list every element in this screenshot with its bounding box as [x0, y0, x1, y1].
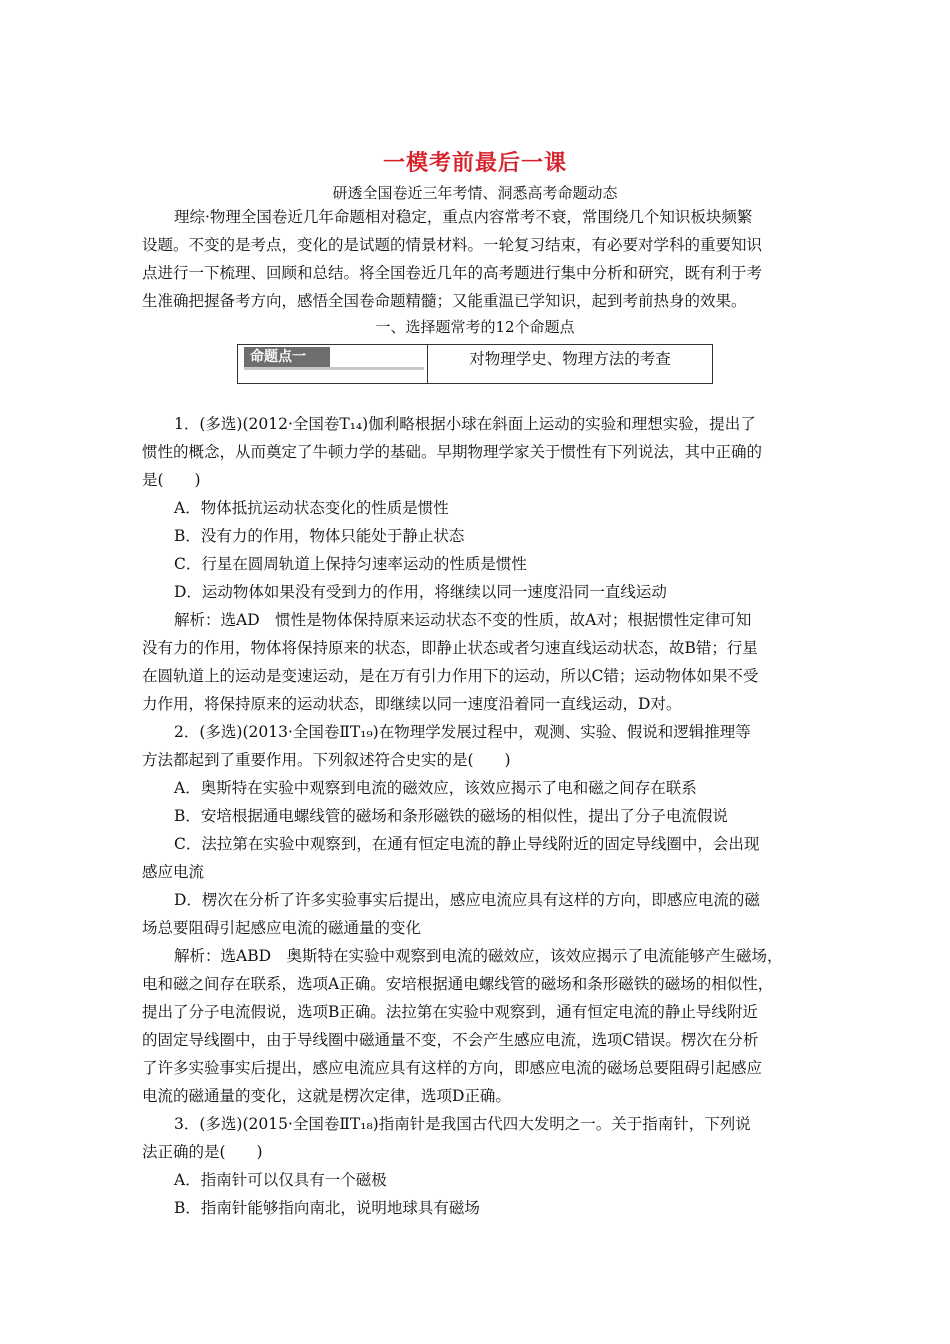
analysis-line: 的固定导线圈中，由于导线圈中磁通量不变，不会产生感应电流，选项C错误。楞次在分析	[142, 1031, 759, 1049]
intro-line: 设题。不变的是考点，变化的是试题的情景材料。一轮复习结束，有必要对学科的重要知识	[142, 236, 763, 254]
option-b: B．指南针能够指向南北，说明地球具有磁场	[174, 1199, 480, 1217]
option-c-continued: 感应电流	[142, 863, 205, 881]
option-d-continued: 场总要阻碍引起感应电流的磁通量的变化	[142, 919, 422, 937]
question-stem-line: 1．(多选)(2012·全国卷T₁₄)伽利略根据小球在斜面上运动的实验和理想实验，提出了	[174, 415, 756, 433]
question-stem-line: 3．(多选)(2015·全国卷ⅡT₁₈)指南针是我国古代四大发明之一。关于指南针，下列说	[174, 1115, 751, 1133]
option-a: A．奥斯特在实验中观察到电流的磁效应，该效应揭示了电和磁之间存在联系	[174, 779, 697, 797]
analysis-line: 电和磁之间存在联系，选项A正确。安培根据通电螺线管的磁场和条形磁铁的磁场的相似性，	[142, 975, 774, 993]
analysis-line: 解析：选AD 惯性是物体保持原来运动状态不变的性质，故A对；根据惯性定律可知	[174, 611, 752, 629]
analysis-line: 没有力的作用，物体将保持原来的状态，即静止状态或者匀速直线运动状态，故B错；行星	[142, 639, 758, 657]
question-stem-line: 惯性的概念，从而奠定了牛顿力学的基础。早期物理学家关于惯性有下列说法，其中正确的	[142, 443, 763, 461]
section-heading: 一、选择题常考的12个命题点	[375, 318, 575, 336]
option-c: C．法拉第在实验中观察到，在通有恒定电流的静止导线附近的固定导线圈中，会出现	[174, 835, 760, 853]
analysis-line: 解析：选ABD 奥斯特在实验中观察到电流的磁效应，该效应揭示了电流能够产生磁场，	[174, 947, 783, 965]
intro-paragraph	[142, 203, 810, 315]
analysis-line: 力作用，将保持原来的运动状态，即继续以同一速度沿着同一直线运动，D对。	[142, 695, 682, 713]
analysis-line: 了许多实验事实后提出，感应电流应具有这样的方向，即感应电流的磁场总要阻碍引起感应	[142, 1059, 763, 1077]
page-title: 一模考前最后一课	[382, 151, 567, 176]
topic-title: 对物理学史、物理方法的考查	[469, 350, 671, 368]
topic-tag-shadow	[244, 367, 424, 370]
option-c: C．行星在圆周轨道上保持匀速率运动的性质是惯性	[174, 555, 527, 573]
topic-box	[237, 344, 713, 384]
question-1	[142, 410, 810, 718]
analysis-line: 提出了分子电流假说，选项B正确。法拉第在实验中观察到，通有恒定电流的静止导线附近	[142, 1003, 758, 1021]
question-stem-line: 是( )	[142, 471, 201, 489]
question-stem-line: 方法都起到了重要作用。下列叙述符合史实的是( )	[142, 751, 511, 769]
question-stem-line: 2．(多选)(2013·全国卷ⅡT₁₉)在物理学发展过程中，观测、实验、假说和逻辑推理等	[174, 723, 751, 741]
option-d: D．楞次在分析了许多实验事实后提出，感应电流应具有这样的方向，即感应电流的磁	[174, 891, 760, 909]
question-2	[142, 718, 810, 1110]
intro-line: 理综·物理全国卷近几年命题相对稳定，重点内容常考不衰，常围绕几个知识板块频繁	[174, 208, 753, 226]
question-3	[142, 1110, 810, 1222]
option-b: B．没有力的作用，物体只能处于静止状态	[174, 527, 465, 545]
page-subtitle: 研透全国卷近三年考情、洞悉高考命题动态	[332, 184, 618, 202]
intro-line: 点进行一下梳理、回顾和总结。将全国卷近几年的高考题进行集中分析和研究，既有利于考	[142, 264, 763, 282]
analysis-line: 在圆轨道上的运动是变速运动，是在万有引力作用下的运动，所以C错；运动物体如果不受	[142, 667, 759, 685]
analysis-line: 电流的磁通量的变化，这就是楞次定律，选项D正确。	[142, 1087, 511, 1105]
question-stem-line: 法正确的是( )	[142, 1143, 263, 1161]
option-d: D．运动物体如果没有受到力的作用，将继续以同一速度沿同一直线运动	[174, 583, 667, 601]
option-a: A．指南针可以仅具有一个磁极	[174, 1171, 387, 1189]
intro-line: 生准确把握备考方向，感悟全国卷命题精髓；又能重温已学知识，起到考前热身的效果。	[142, 292, 747, 310]
option-b: B．安培根据通电螺线管的磁场和条形磁铁的磁场的相似性，提出了分子电流假说	[174, 807, 728, 825]
option-a: A．物体抵抗运动状态变化的性质是惯性	[174, 499, 449, 517]
topic-tag: 命题点一	[244, 347, 330, 367]
